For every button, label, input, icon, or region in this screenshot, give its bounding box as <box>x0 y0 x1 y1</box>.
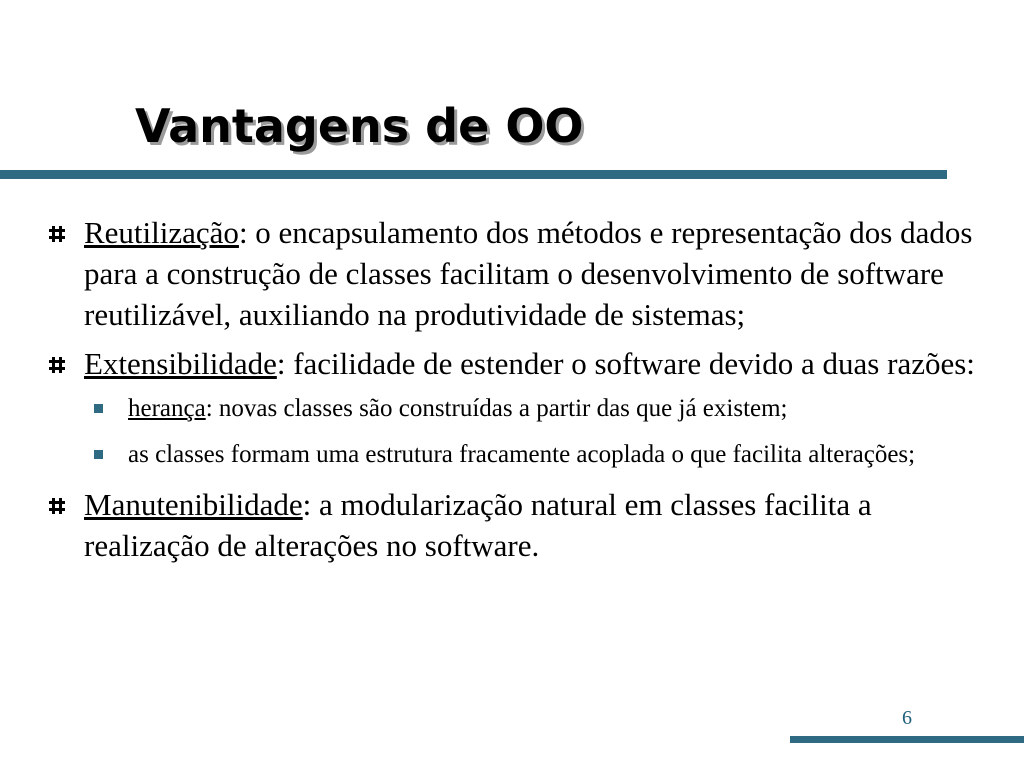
item-text: : a modularização natural em classes facilita a realização de alterações no software. <box>84 487 872 563</box>
slide-title: Vantagens de OO <box>135 99 584 153</box>
square-bullet-icon <box>94 450 103 459</box>
title-divider-line <box>0 170 947 179</box>
list-item <box>48 343 978 384</box>
item-term: Manutenibilidade <box>84 487 303 522</box>
page-number: 6 <box>902 707 912 729</box>
item-text: : facilidade de estender o software devido a duas razões: <box>276 346 975 381</box>
item-text: : novas classes são construídas a partir das que já existem; <box>205 395 788 422</box>
hash-bullet-icon <box>48 225 66 243</box>
square-bullet-icon <box>94 404 103 413</box>
item-term: herança <box>128 395 206 422</box>
sub-list-item <box>94 392 978 426</box>
footer-divider-line <box>790 736 1024 743</box>
hash-bullet-icon <box>48 356 66 374</box>
item-text: as classes formam uma estrutura fracamente acoplada o que facilita alterações; <box>128 441 916 468</box>
sub-list-item <box>94 438 978 472</box>
item-term: Reutilização <box>84 215 239 250</box>
list-item <box>48 484 978 566</box>
list-item <box>48 212 978 335</box>
hash-bullet-icon <box>48 497 66 515</box>
bullet-list <box>48 212 978 574</box>
item-term: Extensibilidade <box>84 346 277 381</box>
item-text: : o encapsulamento dos métodos e representação dos dados para a construção de classes facilitam o desenvolvimento de software reutilizável, auxiliando na produtividade de sistemas; <box>84 215 973 332</box>
